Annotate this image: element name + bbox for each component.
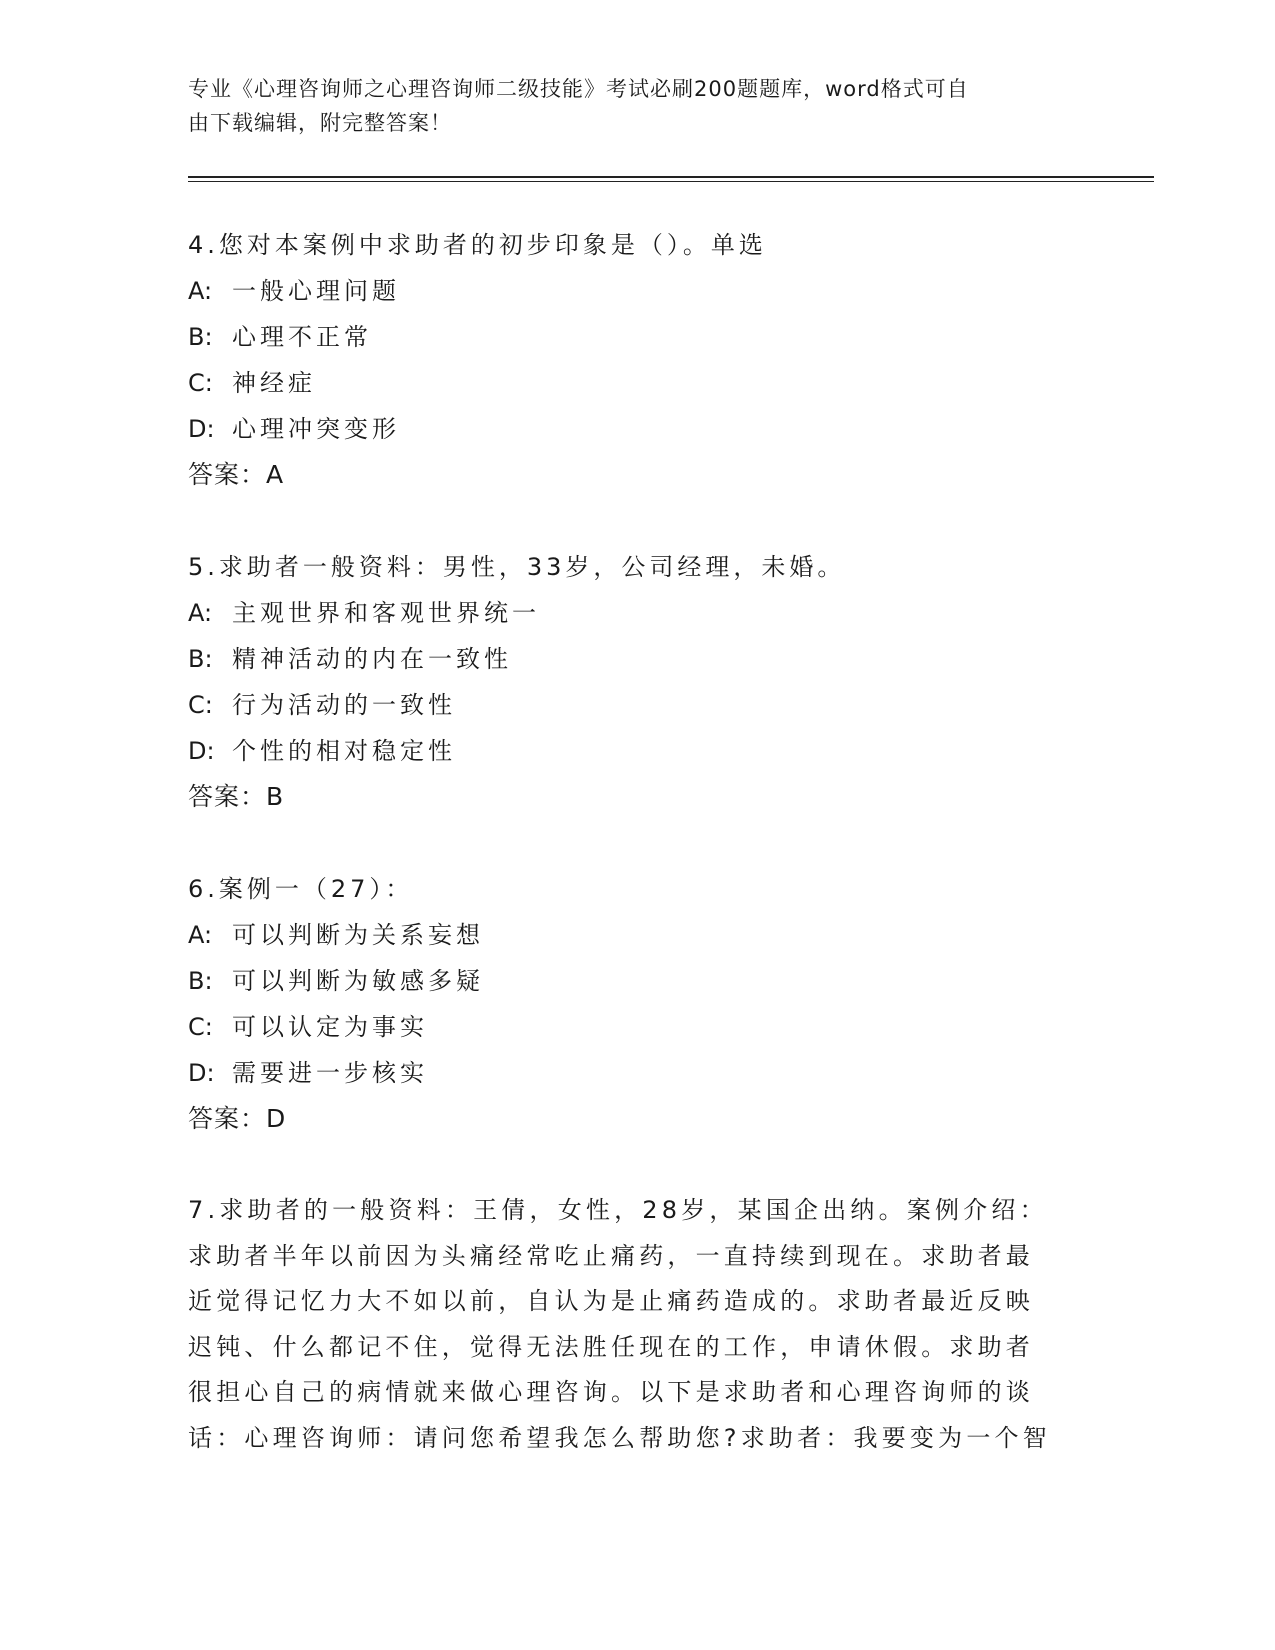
- answer-label: 答案：A: [188, 460, 285, 489]
- option-key: C:: [188, 369, 213, 397]
- option-d: [188, 1050, 1088, 1096]
- header-line-1: 专业《心理咨询师之心理咨询师二级技能》考试必刷200题题库，word格式可自: [188, 77, 969, 101]
- option-text: 主观世界和客观世界统一: [232, 599, 540, 627]
- option-text: 行为活动的一致性: [232, 691, 456, 719]
- option-c: [188, 360, 1088, 406]
- question-stem: 6.案例一（27）：: [188, 875, 414, 903]
- option-key: C:: [188, 691, 213, 719]
- option-key: A:: [188, 277, 213, 305]
- paragraph-line: 求助者半年以前因为头痛经常吃止痛药，一直持续到现在。求助者最: [188, 1241, 1034, 1270]
- option-text: 精神活动的内在一致性: [232, 645, 512, 673]
- option-b: [188, 314, 1088, 360]
- option-text: 可以认定为事实: [232, 1013, 428, 1041]
- question-block: [188, 544, 1088, 820]
- question-stem: 4.您对本案例中求助者的初步印象是（）。单选: [188, 231, 767, 259]
- option-key: D:: [188, 1059, 215, 1087]
- option-c: [188, 1004, 1088, 1050]
- document-header: [188, 72, 1068, 140]
- option-key: B:: [188, 645, 213, 673]
- option-text: 可以判断为敏感多疑: [232, 967, 484, 995]
- paragraph-line: 很担心自己的病情就来做心理咨询。以下是求助者和心理咨询师的谈: [188, 1378, 1034, 1406]
- option-text: 个性的相对稳定性: [232, 737, 456, 765]
- question-stem: 5.求助者一般资料：男性，33岁，公司经理，未婚。: [188, 553, 846, 581]
- header-divider-thick: [188, 176, 1154, 178]
- paragraph-line: 话：心理咨询师：请问您希望我怎么帮助您?求助者：我要变为一个智: [188, 1423, 1051, 1452]
- header-divider-thin: [188, 181, 1154, 182]
- paragraph-line: 迟钝、什么都记不住，觉得无法胜任现在的工作，申请休假。求助者: [188, 1332, 1034, 1361]
- option-a: [188, 268, 1088, 314]
- option-text: 心理不正常: [232, 323, 372, 351]
- option-text: 神经症: [232, 369, 316, 397]
- option-text: 可以判断为关系妄想: [232, 921, 484, 949]
- option-key: B:: [188, 323, 213, 351]
- option-key: D:: [188, 737, 215, 765]
- option-key: A:: [188, 921, 213, 949]
- option-text: 一般心理问题: [232, 277, 400, 305]
- paragraph-line: 近觉得记忆力大不如以前，自认为是止痛药造成的。求助者最近反映: [188, 1287, 1034, 1315]
- option-d: [188, 406, 1088, 452]
- option-b: [188, 636, 1088, 682]
- header-line-2: 由下载编辑，附完整答案！: [188, 111, 452, 135]
- option-key: C:: [188, 1013, 213, 1041]
- paragraph-line: 7.求助者的一般资料：王倩，女性，28岁，某国企出纳。案例介绍：: [188, 1196, 1048, 1224]
- question-block: [188, 222, 1088, 498]
- option-key: A:: [188, 599, 213, 627]
- option-a: [188, 912, 1088, 958]
- option-key: D:: [188, 415, 215, 443]
- question-7-paragraph: [188, 1188, 1088, 1461]
- option-c: [188, 682, 1088, 728]
- option-a: [188, 590, 1088, 636]
- option-text: 心理冲突变形: [232, 415, 400, 443]
- option-text: 需要进一步核实: [232, 1059, 428, 1087]
- option-key: B:: [188, 967, 213, 995]
- answer-label: 答案：D: [188, 1104, 287, 1133]
- answer-label: 答案：B: [188, 782, 285, 811]
- option-b: [188, 958, 1088, 1004]
- question-block: [188, 866, 1088, 1142]
- option-d: [188, 728, 1088, 774]
